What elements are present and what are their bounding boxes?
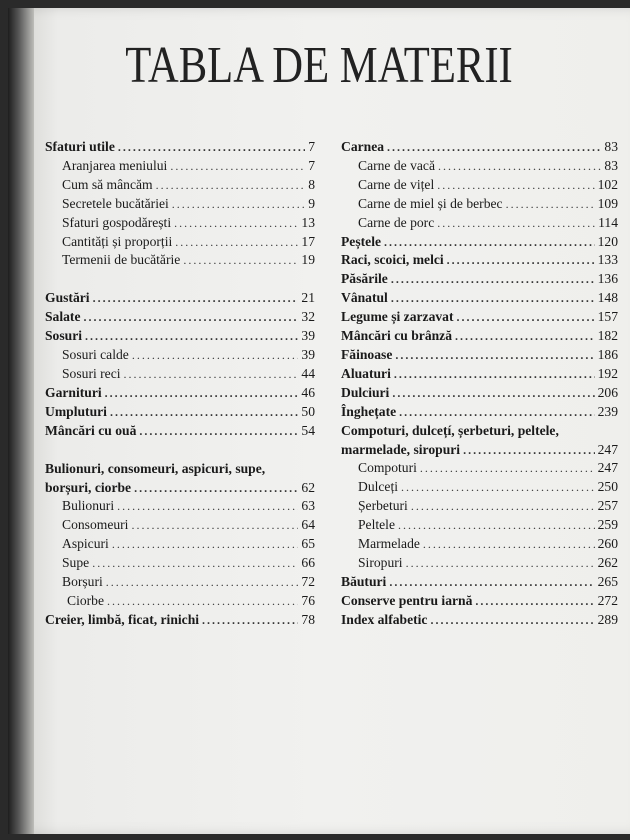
toc-entry-title: Mâncări cu brânză	[341, 328, 453, 344]
dot-leader	[174, 214, 298, 233]
toc-page-number: 7	[308, 157, 315, 173]
dot-leader	[156, 176, 306, 195]
toc-entry-title: Șerbeturi	[358, 498, 408, 514]
dot-leader	[394, 365, 595, 384]
toc-subsection-entry	[45, 365, 315, 384]
dot-leader	[506, 195, 595, 214]
toc-entry-title: Compoturi	[358, 460, 417, 476]
dot-leader	[175, 233, 298, 252]
toc-entry-title: Dulciuri	[341, 384, 390, 400]
toc-subsection-entry	[45, 346, 315, 365]
toc-page-number: 32	[301, 309, 315, 325]
toc-subsection-entry	[45, 554, 315, 573]
toc-page-number: 247	[597, 460, 618, 476]
toc-page-number: 19	[301, 252, 315, 268]
toc-entry-title: Creier, limbă, ficat, rinichi	[45, 611, 200, 627]
toc-chapter-entry	[341, 251, 618, 270]
toc-page-number: 54	[301, 422, 315, 438]
toc-page-number: 260	[597, 536, 618, 552]
toc-subsection-entry	[45, 233, 315, 252]
toc-page-number: 83	[604, 157, 618, 173]
toc-page-number: 148	[597, 290, 618, 306]
toc-page-number: 44	[301, 365, 315, 381]
toc-page-number: 289	[597, 611, 618, 627]
toc-page-number: 63	[301, 498, 315, 514]
toc-entry-title: Secretele bucătăriei	[62, 195, 169, 211]
toc-entry-title: Gustări	[45, 290, 90, 306]
toc-page-number: 239	[597, 403, 618, 419]
toc-page-number: 21	[301, 290, 315, 306]
book-page	[8, 8, 630, 834]
toc-chapter-entry	[341, 573, 618, 592]
toc-page-number: 186	[597, 346, 618, 362]
toc-subsection-entry	[341, 497, 618, 516]
dot-leader	[134, 479, 298, 498]
toc-subsection-entry	[45, 516, 315, 535]
dot-leader	[93, 289, 299, 308]
toc-entry-title: Supe	[62, 555, 90, 571]
toc-chapter-entry	[341, 346, 618, 365]
toc-page-number: 136	[597, 271, 618, 287]
toc-page-number: 182	[597, 328, 618, 344]
toc-entry-title: Dulceți	[358, 479, 399, 495]
toc-page-number: 62	[301, 479, 315, 495]
toc-entry-title: Borșuri	[62, 574, 103, 590]
toc-subsection-entry	[45, 176, 315, 195]
toc-entry-title: Aspicuri	[62, 536, 109, 552]
toc-entry-title: Legume și zarzavat	[341, 309, 454, 325]
toc-subsection-entry	[341, 478, 618, 497]
toc-entry-title: Carne de vițel	[358, 176, 435, 192]
toc-entry-title: Carne de porc	[358, 214, 435, 230]
dot-leader	[447, 251, 595, 270]
toc-entry-title: Raci, scoici, melci	[341, 252, 444, 268]
toc-entry-title: Cantități și proporții	[62, 233, 173, 249]
toc-entry-title: Siropuri	[358, 554, 403, 570]
toc-entry-title: Făinoase	[341, 346, 393, 362]
toc-entry-title: Peltele	[358, 517, 395, 533]
dot-leader	[392, 384, 594, 403]
dot-leader	[411, 497, 595, 516]
toc-page-number: 192	[597, 365, 618, 381]
toc-chapter-entry	[45, 479, 315, 498]
dot-leader	[406, 554, 595, 573]
dot-leader	[463, 441, 595, 460]
dot-leader	[395, 346, 594, 365]
toc-page-number: 46	[301, 384, 315, 400]
toc-entry-title: Umpluturi	[45, 403, 107, 419]
dot-leader	[139, 422, 298, 441]
toc-page-number: 66	[301, 555, 315, 571]
toc-page-number: 120	[597, 233, 618, 249]
book-gutter	[8, 8, 34, 834]
dot-leader	[457, 308, 595, 327]
toc-subsection-entry	[341, 516, 618, 535]
toc-page-number: 257	[597, 498, 618, 514]
toc-chapter-entry	[45, 138, 315, 157]
toc-entry-title: Carne de vacă	[358, 157, 435, 173]
dot-leader	[202, 611, 298, 630]
toc-entry-title: Bulionuri	[62, 498, 115, 514]
toc-chapter-entry	[45, 403, 315, 422]
toc-entry-title: Sosuri	[45, 328, 83, 344]
toc-entry-title: borșuri, ciorbe	[45, 479, 132, 495]
dot-leader	[183, 251, 298, 270]
toc-entry-title: Garnituri	[45, 384, 102, 400]
dot-leader	[455, 327, 595, 346]
toc-page-number: 102	[597, 176, 618, 192]
toc-chapter-entry	[341, 233, 618, 252]
toc-page-number: 7	[308, 139, 315, 154]
toc-page-number: 109	[597, 195, 618, 211]
toc-chapter-entry	[341, 270, 618, 289]
toc-subsection-entry	[45, 497, 315, 516]
toc-entry-title: Sosuri calde	[62, 347, 129, 363]
dot-leader	[398, 516, 595, 535]
toc-entry-title: Sfaturi utile	[45, 139, 115, 154]
toc-page-number: 76	[301, 592, 315, 608]
dot-leader	[420, 459, 595, 478]
toc-chapter-entry	[341, 441, 618, 460]
section-spacer	[45, 441, 315, 460]
toc-entry-title: Salate	[45, 309, 81, 325]
toc-subsection-entry	[45, 573, 315, 592]
dot-leader	[132, 346, 299, 365]
dot-leader	[384, 233, 595, 252]
dot-leader	[92, 554, 298, 573]
dot-leader	[84, 308, 299, 327]
dot-leader	[112, 535, 299, 554]
dot-leader	[391, 270, 595, 289]
toc-subsection-entry	[45, 157, 315, 176]
dot-leader	[387, 138, 601, 157]
dot-leader	[389, 573, 594, 592]
toc-entry-title: Peștele	[341, 233, 381, 249]
toc-page-number: 17	[301, 233, 315, 249]
toc-subsection-entry	[45, 592, 315, 611]
toc-page-number: 13	[301, 214, 315, 230]
toc-column-right	[341, 138, 618, 630]
dot-leader	[118, 138, 305, 157]
dot-leader	[105, 384, 299, 403]
toc-page-number: 8	[308, 176, 315, 192]
dot-leader	[170, 157, 305, 176]
toc-page-number: 65	[301, 536, 315, 552]
toc-page-number: 272	[597, 592, 618, 608]
toc-chapter-entry	[341, 365, 618, 384]
toc-entry-title: Cum să mâncăm	[62, 176, 153, 192]
toc-subsection-entry	[45, 251, 315, 270]
toc-chapter-entry	[341, 327, 618, 346]
dot-leader	[110, 403, 298, 422]
toc-entry-title: Carne de miel și de berbec	[358, 195, 503, 211]
dot-leader	[85, 327, 298, 346]
toc-page-number: 157	[597, 309, 618, 325]
toc-column-left	[45, 138, 315, 630]
toc-chapter-entry	[341, 611, 618, 630]
toc-page-number: 64	[301, 517, 315, 533]
toc-entry-title: Carnea	[341, 139, 385, 154]
toc-chapter-entry	[341, 592, 618, 611]
toc-page-number: 9	[308, 195, 315, 211]
toc-subsection-entry	[45, 535, 315, 554]
toc-subsection-entry	[45, 214, 315, 233]
toc-chapter-entry	[341, 308, 618, 327]
toc-page-number: 262	[597, 554, 618, 570]
toc-subsection-entry	[341, 214, 618, 233]
toc-page-number: 83	[604, 139, 618, 154]
toc-subsection-entry	[341, 459, 618, 478]
toc-chapter-entry	[45, 384, 315, 403]
toc-entry-title: Aluaturi	[341, 365, 391, 381]
toc-page-number: 78	[301, 611, 315, 627]
toc-subsection-entry	[45, 195, 315, 214]
toc-subsection-entry	[341, 535, 618, 554]
toc-page-number: 247	[597, 441, 618, 457]
toc-page-number: 50	[301, 403, 315, 419]
toc-entry-title: Sosuri reci	[62, 365, 121, 381]
toc-page-number: 39	[301, 347, 315, 363]
toc-entry-title: Marmelade	[358, 536, 420, 552]
toc-entry-title: Vânatul	[341, 290, 388, 306]
toc-chapter-entry	[341, 138, 618, 157]
toc-entry-title: Termenii de bucătărie	[62, 252, 181, 268]
toc-chapter-entry	[45, 611, 315, 630]
toc-entry-title: Consomeuri	[62, 517, 129, 533]
section-spacer	[45, 270, 315, 289]
toc-page-number: 259	[597, 517, 618, 533]
dot-leader	[423, 535, 595, 554]
toc-entry-title: Sfaturi gospodărești	[62, 214, 172, 230]
dot-leader	[430, 611, 594, 630]
toc-page-number: 133	[597, 252, 618, 268]
dot-leader	[117, 497, 298, 516]
dot-leader	[131, 516, 298, 535]
dot-leader	[107, 592, 298, 611]
toc-chapter-entry	[341, 384, 618, 403]
toc-page-number: 72	[301, 574, 315, 590]
toc-chapter-entry	[45, 327, 315, 346]
dot-leader	[475, 592, 594, 611]
toc-entry-title: Index alfabetic	[341, 611, 428, 627]
toc-entry-title: marmelade, siropuri	[341, 441, 461, 457]
dot-leader	[437, 176, 594, 195]
toc-page-number: 265	[597, 573, 618, 589]
dot-leader	[401, 478, 595, 497]
toc-entry-title: Aranjarea meniului	[62, 157, 168, 173]
toc-chapter-entry	[341, 289, 618, 308]
dot-leader	[438, 157, 601, 176]
toc-heading-line: Bulionuri, consomeuri, aspicuri, supe,	[45, 460, 266, 476]
dot-leader	[391, 289, 595, 308]
dot-leader	[437, 214, 595, 233]
toc-subsection-entry	[341, 157, 618, 176]
toc-chapter-entry	[45, 289, 315, 308]
page-title: TABLA DE MATERII	[125, 37, 513, 94]
toc-chapter-entry	[45, 422, 315, 441]
toc-chapter-entry	[341, 403, 618, 422]
toc-page-number: 206	[597, 384, 618, 400]
toc-page-number: 114	[598, 214, 618, 230]
toc-entry-title: Conserve pentru iarnă	[341, 592, 473, 608]
toc-page-number: 39	[301, 328, 315, 344]
toc-subsection-entry	[341, 195, 618, 214]
toc-entry-title: Păsările	[341, 271, 388, 287]
dot-leader	[124, 365, 299, 384]
dot-leader	[172, 195, 305, 214]
toc-heading-line: Compoturi, dulcețí, șerbeturi, peltele,	[341, 422, 559, 438]
toc-subsection-entry	[341, 176, 618, 195]
toc-entry-title: Înghețate	[341, 403, 397, 419]
toc-chapter-entry	[45, 308, 315, 327]
toc-entry-title: Ciorbe	[67, 592, 104, 608]
toc-entry-title: Băuturi	[341, 573, 387, 589]
toc-entry-title: Mâncări cu ouă	[45, 422, 137, 438]
dot-leader	[399, 403, 594, 422]
dot-leader	[106, 573, 299, 592]
toc-subsection-entry	[341, 554, 618, 573]
toc-page-number: 250	[597, 479, 618, 495]
